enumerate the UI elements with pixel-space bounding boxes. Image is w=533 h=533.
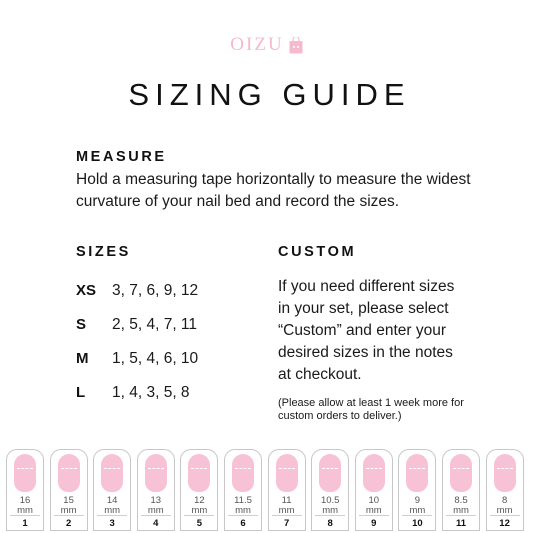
nail-measure-line (235, 468, 251, 469)
nail-width (51, 496, 87, 516)
nail-measure-line (279, 468, 295, 469)
nail-measure-line (104, 468, 120, 469)
nail-card (6, 449, 44, 531)
nail-icon (188, 454, 210, 492)
nail-width-unit: mm (365, 505, 382, 516)
size-values: 3, 7, 6, 9, 12 (112, 282, 199, 299)
custom-note-line: (Please allow at least 1 week more for (278, 397, 464, 409)
nail-width-value: 14 (106, 495, 118, 506)
nail-size-chart (0, 449, 533, 533)
nail-number: 9 (371, 518, 377, 529)
bag-icon (289, 37, 303, 54)
sizes-heading: SIZES (76, 244, 131, 260)
nail-card (311, 449, 349, 531)
measure-heading: MEASURE (76, 149, 167, 165)
nail-card (50, 449, 88, 531)
size-values: 1, 5, 4, 6, 10 (112, 350, 199, 367)
nail-divider (184, 515, 214, 516)
nail-number: 2 (65, 518, 72, 529)
nail-width-unit: mm (17, 505, 33, 516)
nail-measure-line (17, 468, 33, 469)
nail-card (180, 449, 218, 531)
logo-text: OIZU (230, 34, 284, 55)
nail-width (181, 496, 217, 516)
nail-number: 1 (22, 518, 28, 529)
nail-number: 10 (412, 518, 423, 529)
size-values: 2, 5, 4, 7, 11 (112, 316, 198, 333)
nail-icon (276, 454, 298, 492)
nail-width-value: 13 (150, 495, 162, 506)
nail-measure-line (322, 468, 338, 469)
size-label: XS (76, 282, 97, 299)
nail-number: 12 (499, 518, 510, 529)
nail-divider (272, 515, 302, 516)
size-row-l (76, 384, 190, 402)
custom-line: If you need different sizes (278, 278, 455, 295)
nail-width (138, 496, 174, 516)
nail-number: 3 (109, 518, 115, 529)
nail-number: 4 (153, 518, 159, 529)
size-label: L (76, 384, 86, 401)
size-row-s (76, 316, 197, 334)
nail-width (312, 496, 348, 516)
nail-measure-line (497, 468, 513, 469)
nail-number: 8 (327, 518, 333, 529)
nail-width-unit: mm (453, 505, 469, 516)
nail-width-value: 11.5 (234, 495, 252, 506)
measure-text: Hold a measuring tape horizontally to measure the widest curvature of your nail bed and record the sizes. (76, 171, 471, 210)
nail-card (93, 449, 131, 531)
nail-width-value: 16 (19, 495, 31, 506)
nail-width (94, 496, 130, 516)
nail-card (486, 449, 524, 531)
nail-icon (406, 454, 428, 492)
size-values: 1, 4, 3, 5, 8 (112, 384, 190, 401)
nail-card (137, 449, 175, 531)
nail-measure-line (61, 468, 77, 469)
nail-width (399, 496, 435, 516)
nail-width-unit: mm (60, 505, 77, 516)
nail-width (356, 496, 392, 516)
nail-icon (145, 454, 167, 492)
nail-number: 6 (240, 518, 246, 529)
nail-width-unit: mm (235, 505, 251, 516)
nail-icon (319, 454, 341, 492)
nail-measure-line (366, 468, 382, 469)
nail-icon (494, 454, 516, 492)
custom-text (278, 276, 478, 386)
nail-width (269, 496, 305, 516)
nail-divider (446, 515, 476, 516)
nail-width-value: 10 (368, 495, 380, 506)
nail-measure-line (409, 468, 425, 469)
nail-divider (54, 515, 84, 516)
custom-heading: CUSTOM (278, 244, 357, 260)
nail-card (268, 449, 306, 531)
nail-width (225, 496, 261, 516)
nail-number: 7 (283, 518, 290, 529)
custom-note (278, 397, 488, 423)
custom-line: at checkout. (278, 366, 362, 383)
nail-icon (232, 454, 254, 492)
nail-icon (101, 454, 123, 492)
nail-icon (450, 454, 472, 492)
size-label: S (76, 316, 87, 333)
size-label: M (76, 350, 89, 367)
nail-width-unit: mm (322, 505, 339, 516)
nail-divider (228, 515, 258, 516)
custom-line: desired sizes in the notes (278, 344, 453, 361)
nail-width-unit: mm (278, 505, 295, 516)
nail-width-value: 10.5 (320, 495, 340, 506)
nail-width-value: 15 (63, 495, 74, 506)
nail-icon (58, 454, 80, 492)
nail-width-value: 8.5 (454, 495, 468, 506)
nail-width-value: 8 (501, 495, 508, 506)
nail-measure-line (191, 468, 207, 469)
nail-width-unit: mm (496, 505, 513, 516)
custom-line: “Custom” and enter your (278, 322, 446, 339)
nail-card (398, 449, 436, 531)
nail-width (443, 496, 479, 516)
nail-divider (315, 515, 345, 516)
brand-logo (0, 34, 533, 56)
nail-number: 5 (196, 518, 203, 529)
size-row-xs (76, 282, 198, 300)
nail-measure-line (453, 468, 469, 469)
nail-divider (10, 515, 40, 516)
page-title: SIZING GUIDE (128, 77, 411, 112)
nail-width-value: 12 (194, 495, 205, 506)
size-row-m (76, 350, 198, 368)
nail-card (442, 449, 480, 531)
nail-width-unit: mm (191, 505, 208, 516)
nail-measure-line (148, 468, 164, 469)
nail-card (355, 449, 393, 531)
nail-width-value: 9 (414, 495, 421, 506)
nail-divider (141, 515, 171, 516)
nail-divider (402, 515, 432, 516)
nail-width (7, 496, 43, 516)
nail-divider (359, 515, 389, 516)
custom-note-line: custom orders to deliver.) (278, 410, 402, 422)
nail-icon (14, 454, 36, 492)
nail-number: 11 (455, 518, 467, 529)
nail-width-unit: mm (104, 505, 121, 516)
nail-card (224, 449, 262, 531)
custom-line: in your set, please select (278, 300, 449, 317)
nail-divider (490, 515, 520, 516)
nail-width-unit: mm (147, 505, 164, 516)
nail-width (487, 496, 523, 516)
nail-width-unit: mm (409, 505, 426, 516)
nail-width-value: 11 (281, 495, 292, 506)
nail-divider (97, 515, 127, 516)
nail-icon (363, 454, 385, 492)
